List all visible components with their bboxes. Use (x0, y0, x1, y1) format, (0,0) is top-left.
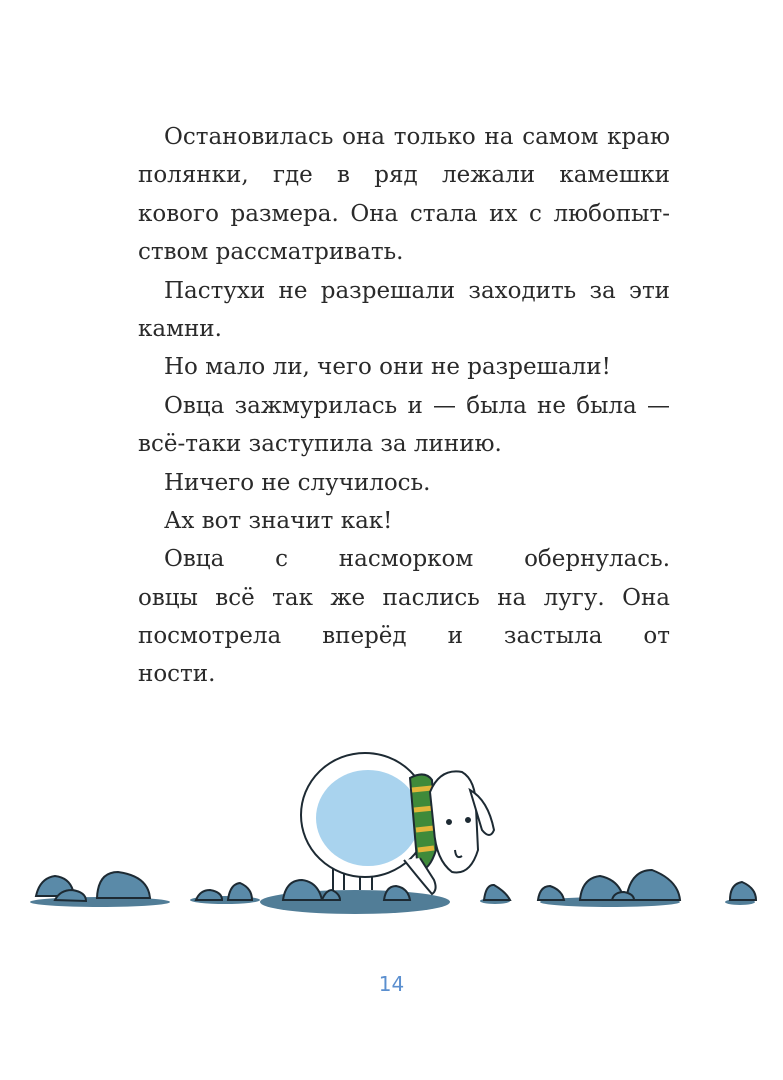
text-line: ности. (138, 661, 216, 688)
text-line: Но мало ли, чего они не разрешали! (164, 354, 611, 381)
sheep-illustration (0, 730, 783, 930)
body-text (138, 118, 670, 694)
text-line: Пастухи не разрешали заходить за эти (164, 277, 670, 304)
text-line: овцы всё так же паслись на лугу. Она (138, 584, 670, 611)
page-number: 14 (378, 972, 405, 996)
sheep (301, 753, 494, 894)
text-line: Овца с насморком обернулась. (164, 546, 670, 573)
text-line: камни. (138, 315, 222, 342)
stones (36, 870, 756, 901)
text-line: Ах вот значит как! (164, 507, 393, 534)
text-line: кового размера. Она стала их с любопыт- (138, 200, 670, 227)
text-line: всё-таки заступила за линию. (138, 431, 502, 458)
text-line: посмотрела вперёд и застыла от (138, 623, 670, 650)
text-line: Ничего не случилось. (164, 469, 431, 496)
text-line: полянки, где в ряд лежали камешки (138, 162, 670, 189)
text-line: Овца зажмурилась и — была не была — (164, 392, 670, 419)
text-line: ством рассматривать. (138, 239, 404, 266)
text-line: Остановилась она только на самом краю (164, 124, 670, 150)
